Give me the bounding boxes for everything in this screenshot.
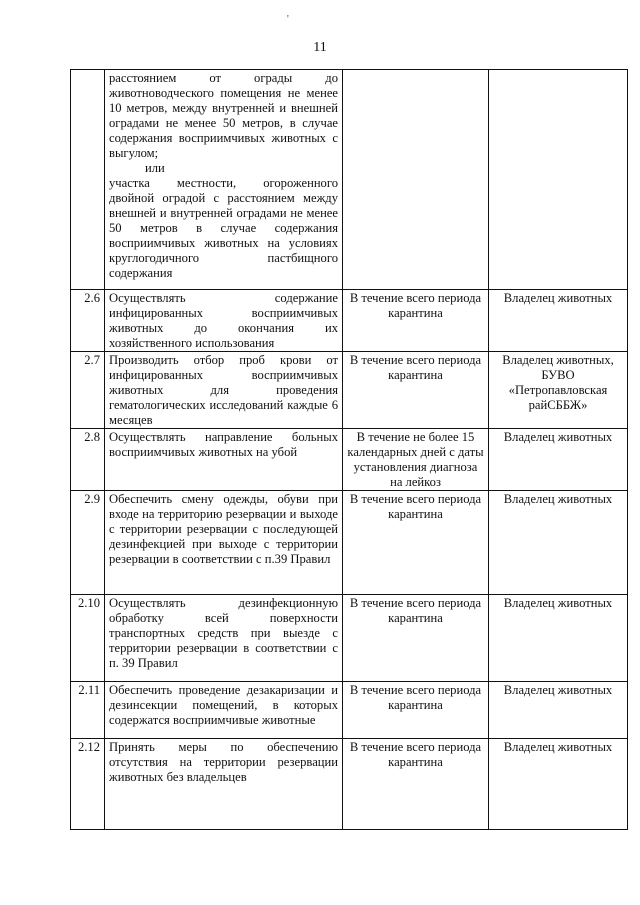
responsible-cell: Владелец животных [489,429,628,491]
table-row [71,352,628,429]
action-cell: Обеспечить проведение дезакаризации и дезинсекции помещений, в которых содержатся восприимчивые животные [105,682,343,739]
responsible-cell: Владелец животных [489,491,628,595]
table-row-continuation [71,70,628,290]
term-cell: В течение всего периода карантина [343,352,489,429]
scan-mark: ' [287,14,289,25]
term-cell: В течение не более 15 календарных дней с даты установления диагноза на лейкоз [343,429,489,491]
table-row [71,429,628,491]
term-cell: В течение всего периода карантина [343,491,489,595]
action-cell: Производить отбор проб крови от инфицированных восприимчивых животных для проведения гематологических исследований каждые 6 месяцев [105,352,343,429]
row-number: 2.7 [71,352,105,429]
table-row [71,682,628,739]
row-number: 2.12 [71,739,105,830]
measures-table [70,69,628,830]
table-row [71,491,628,595]
action-cell: Осуществлять направление больных восприимчивых животных на убой [105,429,343,491]
term-cell: В течение всего периода карантина [343,739,489,830]
row-number: 2.9 [71,491,105,595]
term-cell: В течение всего периода карантина [343,682,489,739]
term-cell: В течение всего периода карантина [343,595,489,682]
action-cell: Принять меры по обеспечению отсутствия на территории резервации животных без владельцев [105,739,343,830]
action-cell: Осуществлять дезинфекционную обработку всей поверхности транспортных средств при выезде с территории резервации в соответствии с п. 39 Правил [105,595,343,682]
row-number: 2.6 [71,290,105,352]
responsible-cell: Владелец животных, БУВО «Петропавловская райСББЖ» [489,352,628,429]
term-cell: В течение всего периода карантина [343,290,489,352]
continuation-text-1: расстоянием от ограды до животноводческого помещения не менее 10 метров, между внутренней и внешней оградами не менее 50 метров, в случае содержания восприимчивых животных с выгулом; [109,71,338,160]
continuation-text-or: или [145,161,165,175]
action-cell: Обеспечить смену одежды, обуви при входе на территорию резервации и выходе с территории резервации с последующей дезинфекцией при выходе с территории резервации в соответствии с п.39 Правил [105,491,343,595]
responsible-cell [489,70,628,290]
table-row [71,290,628,352]
row-number: 2.8 [71,429,105,491]
table-row [71,739,628,830]
row-number: 2.11 [71,682,105,739]
row-number [71,70,105,290]
responsible-cell: Владелец животных [489,595,628,682]
responsible-cell: Владелец животных [489,739,628,830]
table-row [71,595,628,682]
continuation-text-2: участка местности, огороженного двойной оградой с расстоянием между внешней и внутренней оградами не менее 50 метров в случае содержания восприимчивых животных на условиях круглогодичного пастбищного содержания [109,176,338,280]
term-cell [343,70,489,290]
responsible-cell: Владелец животных [489,290,628,352]
action-cell: Осуществлять содержание инфицированных восприимчивых животных до окончания их хозяйственного использования [105,290,343,352]
responsible-cell: Владелец животных [489,682,628,739]
page-number: 11 [313,40,327,55]
row-number: 2.10 [71,595,105,682]
action-cell [105,70,343,290]
